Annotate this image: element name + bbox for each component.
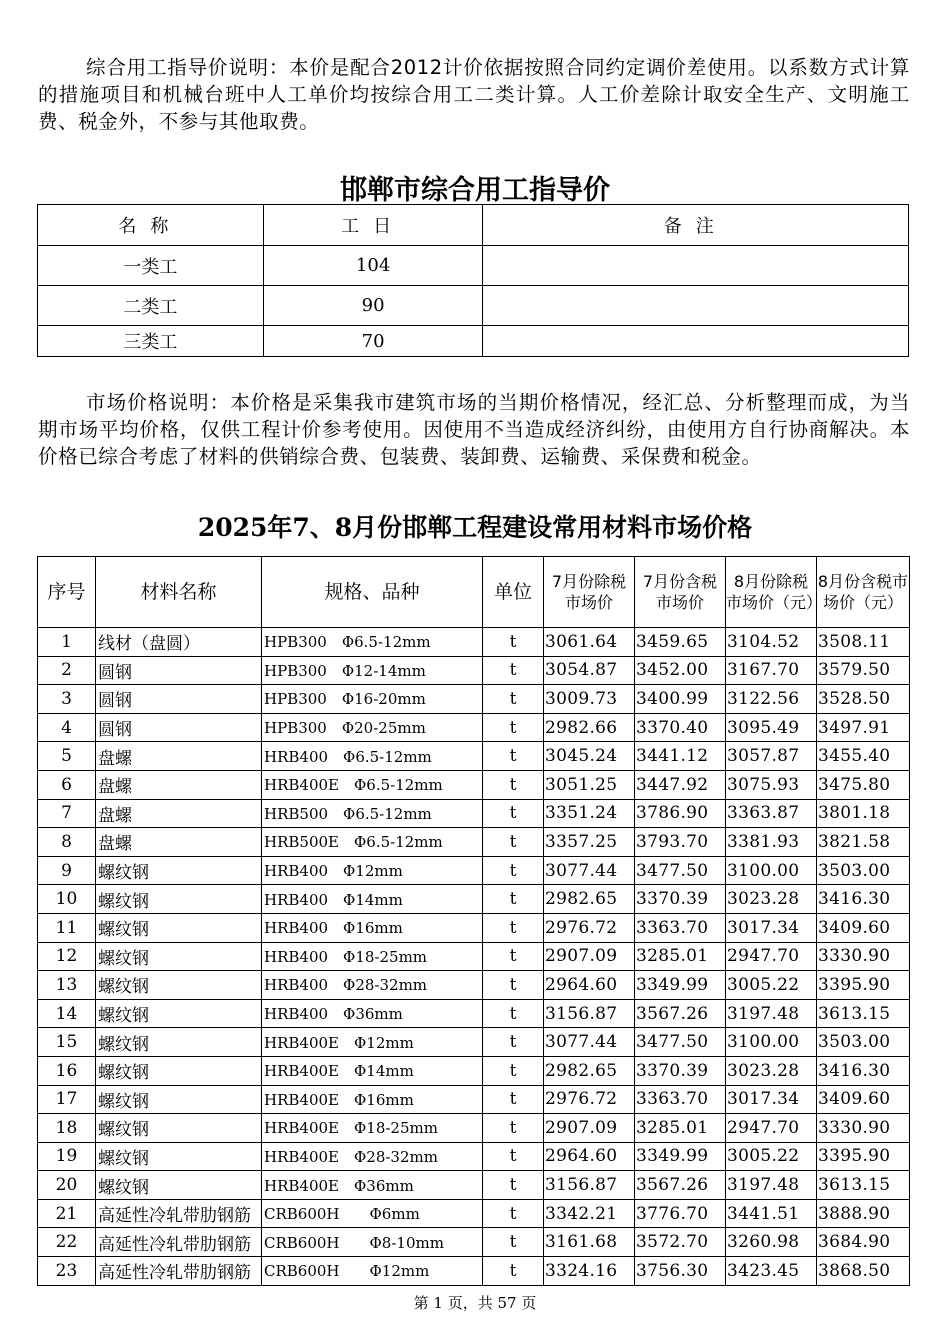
row-aug-in-tax: 3409.60 bbox=[817, 913, 910, 942]
row-unit: t bbox=[483, 913, 544, 942]
row-material-name: 螺纹钢 bbox=[96, 971, 262, 1000]
row-unit: t bbox=[483, 1171, 544, 1200]
row-seq: 6 bbox=[38, 770, 96, 799]
header-aug-ex-tax: 8月份除税市场价（元） bbox=[726, 557, 817, 628]
row-aug-ex-tax: 3104.52 bbox=[726, 628, 817, 657]
row-aug-in-tax: 3416.30 bbox=[817, 885, 910, 914]
row-spec: HPB300 Φ16-20mm bbox=[262, 685, 483, 714]
header-unit: 单位 bbox=[483, 557, 544, 628]
material-row bbox=[38, 1228, 910, 1257]
row-aug-in-tax: 3409.60 bbox=[817, 1085, 910, 1114]
row-jul-in-tax: 3447.92 bbox=[635, 770, 726, 799]
row-spec: CRB600H Φ8-10mm bbox=[262, 1228, 483, 1257]
material-table-title: 2025年7、8月份邯郸工程建设常用材料市场价格 bbox=[197, 513, 753, 542]
row-spec: HRB400 Φ12mm bbox=[262, 856, 483, 885]
row-jul-ex-tax: 2982.65 bbox=[544, 885, 635, 914]
header-seq: 序号 bbox=[38, 557, 96, 628]
row-seq: 20 bbox=[38, 1171, 96, 1200]
row-aug-in-tax: 3395.90 bbox=[817, 1142, 910, 1171]
material-row bbox=[38, 628, 910, 657]
row-jul-ex-tax: 3351.24 bbox=[544, 799, 635, 828]
row-jul-in-tax: 3477.50 bbox=[635, 856, 726, 885]
material-table-body bbox=[38, 628, 910, 1286]
row-aug-in-tax: 3613.15 bbox=[817, 1171, 910, 1200]
row-aug-in-tax: 3475.80 bbox=[817, 770, 910, 799]
row-seq: 9 bbox=[38, 856, 96, 885]
labor-name: 三类工 bbox=[38, 326, 264, 357]
row-aug-ex-tax: 3017.34 bbox=[726, 913, 817, 942]
row-material-name: 螺纹钢 bbox=[96, 1171, 262, 1200]
material-row bbox=[38, 1085, 910, 1114]
row-jul-ex-tax: 3156.87 bbox=[544, 999, 635, 1028]
row-unit: t bbox=[483, 656, 544, 685]
material-row bbox=[38, 1257, 910, 1286]
row-aug-in-tax: 3330.90 bbox=[817, 1114, 910, 1143]
market-price-note: 市场价格说明：本价格是采集我市建筑市场的当期价格情况，经汇总、分析整理而成，为当期市场平均价格，仅供工程计价参考使用。因使用不当造成经济纠纷，由使用方自行协商解决。本价格已综合考虑了材料的供销综合费、包装费、装卸费、运输费、采保费和税金。 bbox=[38, 391, 910, 468]
row-unit: t bbox=[483, 1028, 544, 1057]
row-aug-ex-tax: 3122.56 bbox=[726, 685, 817, 714]
labor-header-days: 工日 bbox=[263, 205, 483, 246]
row-aug-in-tax: 3821.58 bbox=[817, 828, 910, 857]
row-aug-in-tax: 3455.40 bbox=[817, 742, 910, 771]
row-seq: 19 bbox=[38, 1142, 96, 1171]
row-spec: HRB400E Φ28-32mm bbox=[262, 1142, 483, 1171]
labor-note bbox=[483, 286, 909, 326]
row-unit: t bbox=[483, 971, 544, 1000]
row-aug-ex-tax: 3023.28 bbox=[726, 1056, 817, 1085]
row-aug-in-tax: 3416.30 bbox=[817, 1056, 910, 1085]
material-row bbox=[38, 1171, 910, 1200]
row-aug-in-tax: 3503.00 bbox=[817, 1028, 910, 1057]
row-unit: t bbox=[483, 1257, 544, 1286]
row-seq: 15 bbox=[38, 1028, 96, 1057]
labor-row bbox=[38, 286, 909, 326]
row-jul-in-tax: 3370.39 bbox=[635, 885, 726, 914]
row-spec: CRB600H Φ12mm bbox=[262, 1257, 483, 1286]
row-jul-in-tax: 3370.39 bbox=[635, 1056, 726, 1085]
row-aug-ex-tax: 3095.49 bbox=[726, 713, 817, 742]
labor-days: 104 bbox=[263, 246, 483, 286]
row-seq: 1 bbox=[38, 628, 96, 657]
row-unit: t bbox=[483, 1056, 544, 1085]
row-jul-in-tax: 3285.01 bbox=[635, 942, 726, 971]
row-aug-in-tax: 3503.00 bbox=[817, 856, 910, 885]
material-row bbox=[38, 1028, 910, 1057]
row-unit: t bbox=[483, 799, 544, 828]
row-unit: t bbox=[483, 770, 544, 799]
row-spec: HPB300 Φ6.5-12mm bbox=[262, 628, 483, 657]
row-jul-in-tax: 3477.50 bbox=[635, 1028, 726, 1057]
row-spec: HRB400E Φ16mm bbox=[262, 1085, 483, 1114]
material-row bbox=[38, 1142, 910, 1171]
row-aug-ex-tax: 3167.70 bbox=[726, 656, 817, 685]
row-jul-in-tax: 3459.65 bbox=[635, 628, 726, 657]
row-jul-ex-tax: 2976.72 bbox=[544, 913, 635, 942]
row-aug-in-tax: 3888.90 bbox=[817, 1199, 910, 1228]
material-row bbox=[38, 799, 910, 828]
row-seq: 12 bbox=[38, 942, 96, 971]
labor-guidance-note: 综合用工指导价说明：本价是配合2012计价依据按照合同约定调价差使用。以系数方式计算的措施项目和机械台班中人工单价均按综合用工二类计算。人工价差除计取安全生产、文明施工费、税金外，不参与其他取费。 bbox=[38, 56, 910, 133]
row-jul-ex-tax: 3342.21 bbox=[544, 1199, 635, 1228]
row-spec: HRB400 Φ36mm bbox=[262, 999, 483, 1028]
row-spec: CRB600H Φ6mm bbox=[262, 1199, 483, 1228]
row-seq: 17 bbox=[38, 1085, 96, 1114]
row-jul-ex-tax: 3009.73 bbox=[544, 685, 635, 714]
row-spec: HRB400E Φ14mm bbox=[262, 1056, 483, 1085]
material-row bbox=[38, 942, 910, 971]
row-jul-in-tax: 3567.26 bbox=[635, 999, 726, 1028]
row-material-name: 盘螺 bbox=[96, 828, 262, 857]
material-row bbox=[38, 742, 910, 771]
labor-note bbox=[483, 246, 909, 286]
page-footer: 第 1 页，共 57 页 bbox=[413, 1294, 537, 1312]
header-jul-in-tax: 7月份含税市场价 bbox=[635, 557, 726, 628]
material-row bbox=[38, 1056, 910, 1085]
row-jul-ex-tax: 3161.68 bbox=[544, 1228, 635, 1257]
row-unit: t bbox=[483, 742, 544, 771]
row-aug-in-tax: 3528.50 bbox=[817, 685, 910, 714]
row-spec: HRB500 Φ6.5-12mm bbox=[262, 799, 483, 828]
row-unit: t bbox=[483, 1085, 544, 1114]
row-material-name: 螺纹钢 bbox=[96, 913, 262, 942]
row-spec: HPB300 Φ12-14mm bbox=[262, 656, 483, 685]
row-jul-in-tax: 3441.12 bbox=[635, 742, 726, 771]
row-aug-ex-tax: 3441.51 bbox=[726, 1199, 817, 1228]
row-seq: 7 bbox=[38, 799, 96, 828]
row-seq: 16 bbox=[38, 1056, 96, 1085]
row-material-name: 螺纹钢 bbox=[96, 1114, 262, 1143]
row-jul-in-tax: 3452.00 bbox=[635, 656, 726, 685]
row-material-name: 圆钢 bbox=[96, 656, 262, 685]
row-aug-ex-tax: 3363.87 bbox=[726, 799, 817, 828]
material-row bbox=[38, 656, 910, 685]
row-material-name: 线材（盘圆） bbox=[96, 628, 262, 657]
material-header-row bbox=[38, 557, 910, 628]
row-unit: t bbox=[483, 1142, 544, 1171]
row-aug-in-tax: 3395.90 bbox=[817, 971, 910, 1000]
row-aug-in-tax: 3330.90 bbox=[817, 942, 910, 971]
row-material-name: 圆钢 bbox=[96, 713, 262, 742]
row-spec: HRB500E Φ6.5-12mm bbox=[262, 828, 483, 857]
material-row bbox=[38, 1199, 910, 1228]
row-jul-in-tax: 3349.99 bbox=[635, 1142, 726, 1171]
row-material-name: 高延性冷轧带肋钢筋 bbox=[96, 1228, 262, 1257]
row-material-name: 高延性冷轧带肋钢筋 bbox=[96, 1257, 262, 1286]
row-material-name: 高延性冷轧带肋钢筋 bbox=[96, 1199, 262, 1228]
row-material-name: 螺纹钢 bbox=[96, 942, 262, 971]
row-aug-ex-tax: 3260.98 bbox=[726, 1228, 817, 1257]
row-jul-ex-tax: 3054.87 bbox=[544, 656, 635, 685]
row-unit: t bbox=[483, 942, 544, 971]
row-aug-in-tax: 3508.11 bbox=[817, 628, 910, 657]
row-aug-ex-tax: 3005.22 bbox=[726, 971, 817, 1000]
row-seq: 4 bbox=[38, 713, 96, 742]
row-spec: HRB400E Φ18-25mm bbox=[262, 1114, 483, 1143]
labor-row bbox=[38, 326, 909, 357]
row-unit: t bbox=[483, 856, 544, 885]
labor-header-name: 名称 bbox=[38, 205, 264, 246]
row-jul-in-tax: 3363.70 bbox=[635, 1085, 726, 1114]
labor-row bbox=[38, 246, 909, 286]
row-aug-in-tax: 3579.50 bbox=[817, 656, 910, 685]
material-row bbox=[38, 856, 910, 885]
row-spec: HPB300 Φ20-25mm bbox=[262, 713, 483, 742]
row-jul-in-tax: 3285.01 bbox=[635, 1114, 726, 1143]
row-aug-in-tax: 3613.15 bbox=[817, 999, 910, 1028]
row-material-name: 盘螺 bbox=[96, 799, 262, 828]
row-jul-in-tax: 3363.70 bbox=[635, 913, 726, 942]
row-unit: t bbox=[483, 999, 544, 1028]
row-aug-ex-tax: 3023.28 bbox=[726, 885, 817, 914]
row-seq: 10 bbox=[38, 885, 96, 914]
row-material-name: 螺纹钢 bbox=[96, 885, 262, 914]
row-spec: HRB400E Φ6.5-12mm bbox=[262, 770, 483, 799]
row-seq: 2 bbox=[38, 656, 96, 685]
material-row bbox=[38, 971, 910, 1000]
header-jul-ex-tax: 7月份除税市场价 bbox=[544, 557, 635, 628]
material-row bbox=[38, 885, 910, 914]
row-seq: 8 bbox=[38, 828, 96, 857]
row-jul-in-tax: 3776.70 bbox=[635, 1199, 726, 1228]
row-aug-ex-tax: 3075.93 bbox=[726, 770, 817, 799]
row-aug-ex-tax: 3423.45 bbox=[726, 1257, 817, 1286]
labor-price-table bbox=[37, 204, 909, 357]
header-spec: 规格、品种 bbox=[262, 557, 483, 628]
row-aug-ex-tax: 3057.87 bbox=[726, 742, 817, 771]
material-row bbox=[38, 713, 910, 742]
row-aug-ex-tax: 3197.48 bbox=[726, 999, 817, 1028]
row-spec: HRB400 Φ18-25mm bbox=[262, 942, 483, 971]
labor-days: 70 bbox=[263, 326, 483, 357]
row-aug-ex-tax: 2947.70 bbox=[726, 1114, 817, 1143]
row-material-name: 螺纹钢 bbox=[96, 1085, 262, 1114]
material-row bbox=[38, 913, 910, 942]
row-seq: 13 bbox=[38, 971, 96, 1000]
row-unit: t bbox=[483, 1228, 544, 1257]
row-jul-in-tax: 3786.90 bbox=[635, 799, 726, 828]
labor-table-title: 邯郸市综合用工指导价 bbox=[340, 175, 610, 206]
row-unit: t bbox=[483, 828, 544, 857]
row-jul-ex-tax: 2907.09 bbox=[544, 1114, 635, 1143]
material-row bbox=[38, 685, 910, 714]
row-jul-ex-tax: 2982.66 bbox=[544, 713, 635, 742]
row-jul-ex-tax: 2907.09 bbox=[544, 942, 635, 971]
row-jul-in-tax: 3793.70 bbox=[635, 828, 726, 857]
row-unit: t bbox=[483, 1114, 544, 1143]
labor-name: 一类工 bbox=[38, 246, 264, 286]
labor-note bbox=[483, 326, 909, 357]
row-aug-ex-tax: 3017.34 bbox=[726, 1085, 817, 1114]
row-aug-ex-tax: 3005.22 bbox=[726, 1142, 817, 1171]
row-aug-in-tax: 3868.50 bbox=[817, 1257, 910, 1286]
row-jul-in-tax: 3400.99 bbox=[635, 685, 726, 714]
row-material-name: 盘螺 bbox=[96, 770, 262, 799]
row-aug-in-tax: 3497.91 bbox=[817, 713, 910, 742]
material-price-table bbox=[37, 556, 910, 1286]
row-aug-ex-tax: 3381.93 bbox=[726, 828, 817, 857]
row-spec: HRB400E Φ36mm bbox=[262, 1171, 483, 1200]
material-row bbox=[38, 999, 910, 1028]
row-seq: 22 bbox=[38, 1228, 96, 1257]
row-aug-in-tax: 3801.18 bbox=[817, 799, 910, 828]
row-aug-ex-tax: 3100.00 bbox=[726, 856, 817, 885]
row-jul-in-tax: 3349.99 bbox=[635, 971, 726, 1000]
row-material-name: 螺纹钢 bbox=[96, 856, 262, 885]
row-unit: t bbox=[483, 1199, 544, 1228]
material-row bbox=[38, 1114, 910, 1143]
row-material-name: 螺纹钢 bbox=[96, 1142, 262, 1171]
header-material-name: 材料名称 bbox=[96, 557, 262, 628]
row-material-name: 螺纹钢 bbox=[96, 1028, 262, 1057]
row-material-name: 螺纹钢 bbox=[96, 1056, 262, 1085]
row-jul-ex-tax: 2976.72 bbox=[544, 1085, 635, 1114]
row-aug-ex-tax: 2947.70 bbox=[726, 942, 817, 971]
row-spec: HRB400 Φ14mm bbox=[262, 885, 483, 914]
row-spec: HRB400E Φ12mm bbox=[262, 1028, 483, 1057]
row-jul-ex-tax: 3051.25 bbox=[544, 770, 635, 799]
row-jul-ex-tax: 3077.44 bbox=[544, 1028, 635, 1057]
row-aug-ex-tax: 3197.48 bbox=[726, 1171, 817, 1200]
row-spec: HRB400 Φ16mm bbox=[262, 913, 483, 942]
material-row bbox=[38, 770, 910, 799]
row-unit: t bbox=[483, 628, 544, 657]
header-aug-in-tax: 8月份含税市场价（元） bbox=[817, 557, 910, 628]
row-jul-ex-tax: 2982.65 bbox=[544, 1056, 635, 1085]
row-seq: 18 bbox=[38, 1114, 96, 1143]
row-aug-in-tax: 3684.90 bbox=[817, 1228, 910, 1257]
row-jul-ex-tax: 3077.44 bbox=[544, 856, 635, 885]
row-jul-in-tax: 3370.40 bbox=[635, 713, 726, 742]
row-seq: 11 bbox=[38, 913, 96, 942]
material-row bbox=[38, 828, 910, 857]
row-jul-ex-tax: 3156.87 bbox=[544, 1171, 635, 1200]
row-jul-in-tax: 3567.26 bbox=[635, 1171, 726, 1200]
labor-header-row bbox=[38, 205, 909, 246]
row-jul-ex-tax: 3357.25 bbox=[544, 828, 635, 857]
labor-days: 90 bbox=[263, 286, 483, 326]
row-seq: 23 bbox=[38, 1257, 96, 1286]
row-aug-ex-tax: 3100.00 bbox=[726, 1028, 817, 1057]
row-jul-in-tax: 3756.30 bbox=[635, 1257, 726, 1286]
row-spec: HRB400 Φ28-32mm bbox=[262, 971, 483, 1000]
row-jul-in-tax: 3572.70 bbox=[635, 1228, 726, 1257]
row-material-name: 盘螺 bbox=[96, 742, 262, 771]
labor-name: 二类工 bbox=[38, 286, 264, 326]
row-seq: 5 bbox=[38, 742, 96, 771]
row-material-name: 螺纹钢 bbox=[96, 999, 262, 1028]
row-jul-ex-tax: 3324.16 bbox=[544, 1257, 635, 1286]
row-jul-ex-tax: 2964.60 bbox=[544, 971, 635, 1000]
row-unit: t bbox=[483, 685, 544, 714]
row-jul-ex-tax: 3045.24 bbox=[544, 742, 635, 771]
row-seq: 3 bbox=[38, 685, 96, 714]
labor-header-note: 备注 bbox=[483, 205, 909, 246]
row-jul-ex-tax: 2964.60 bbox=[544, 1142, 635, 1171]
row-jul-ex-tax: 3061.64 bbox=[544, 628, 635, 657]
row-material-name: 圆钢 bbox=[96, 685, 262, 714]
row-unit: t bbox=[483, 885, 544, 914]
row-unit: t bbox=[483, 713, 544, 742]
row-seq: 14 bbox=[38, 999, 96, 1028]
row-seq: 21 bbox=[38, 1199, 96, 1228]
row-spec: HRB400 Φ6.5-12mm bbox=[262, 742, 483, 771]
